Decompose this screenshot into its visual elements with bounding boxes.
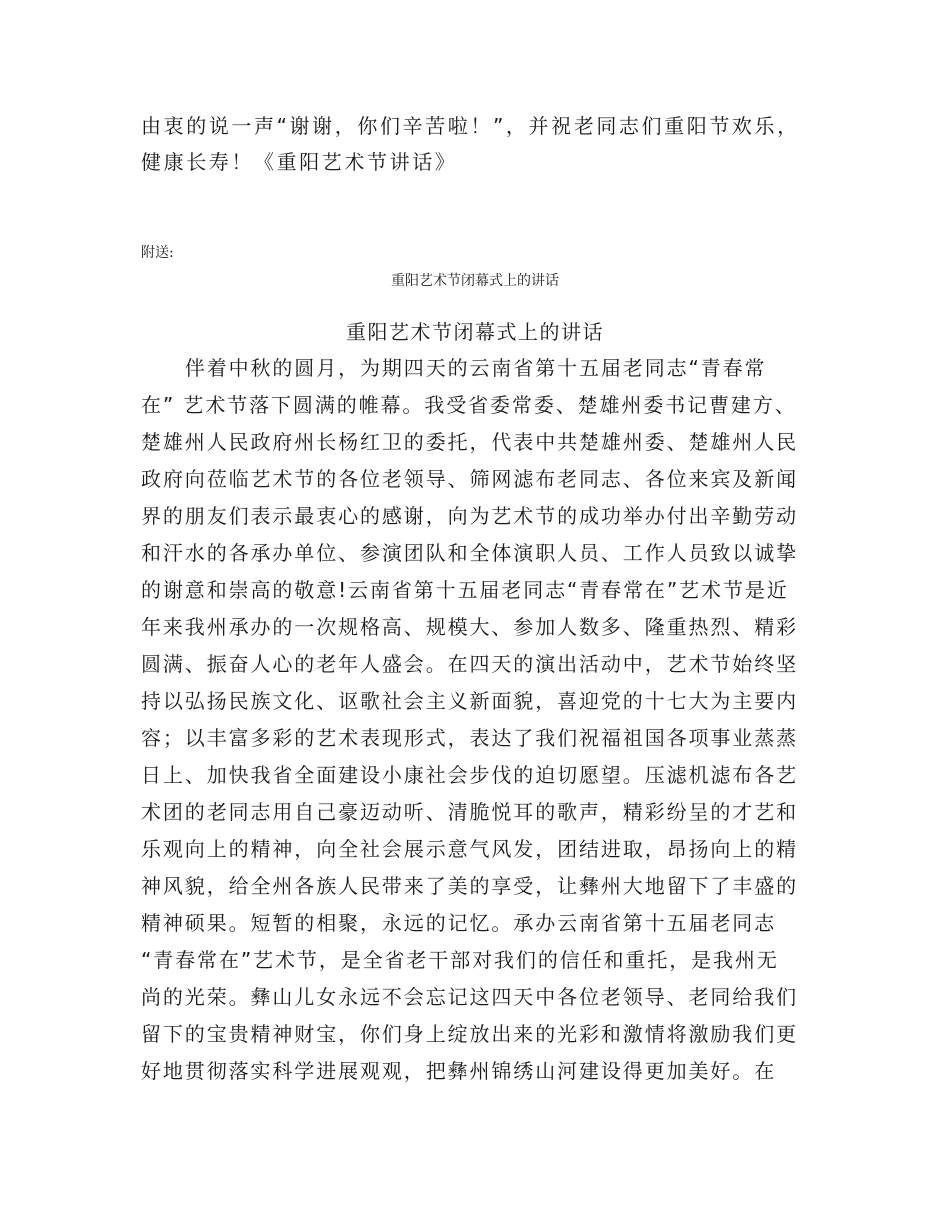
speech-line: 术团的老同志用自己豪迈动听、清脆悦耳的歌声，精彩纷呈的才艺和 bbox=[141, 800, 798, 824]
speech-line: 好地贯彻落实科学进展观观，把彝州锦绣山河建设得更加美好。在 bbox=[141, 1059, 777, 1083]
speech-line: 乐观向上的精神，向全社会展示意气风发，团结进取，昂扬向上的精 bbox=[141, 837, 798, 861]
speech-line: 尚的光荣。彝山儿女永远不会忘记这四天中各位老领导、老同给我们 bbox=[141, 985, 798, 1009]
speech-line: 持以弘扬民族文化、讴歌社会主义新面貌，喜迎党的十七大为主要内 bbox=[141, 689, 798, 713]
intro-line: 由衷的说一声“谢谢，你们辛苦啦！”，并祝老同志们重阳节欢乐， bbox=[141, 114, 800, 138]
speech-line: 年来我州承办的一次规格高、规模大、参加人数多、隆重热烈、精彩 bbox=[141, 615, 798, 639]
speech-line: 楚雄州人民政府州长杨红卫的委托，代表中共楚雄州委、楚雄州人民 bbox=[141, 430, 798, 454]
speech-line: 精神硕果。短暂的相聚，永远的记忆。承办云南省第十五届老同志 bbox=[141, 911, 777, 935]
speech-title: 重阳艺术节闭幕式上的讲话 bbox=[346, 320, 604, 344]
intro-line: 健康长寿！《重阳艺术节讲话》 bbox=[141, 150, 458, 174]
speech-line: 神风貌，给全州各族人民带来了美的享受，让彝州大地留下了丰盛的 bbox=[141, 874, 798, 898]
speech-line: 日上、加快我省全面建设小康社会步伐的迫切愿望。压滤机滤布各艺 bbox=[141, 763, 798, 787]
appendix-label: 附送: bbox=[141, 245, 174, 261]
speech-line: 伴着中秋的圆月，为期四天的云南省第十五届老同志“青春常 bbox=[141, 356, 767, 380]
speech-line: 容；以丰富多彩的艺术表现形式，表达了我们祝福祖国各项事业蒸蒸 bbox=[141, 726, 798, 750]
speech-line: 政府向莅临艺术节的各位老领导、筛网滤布老同志、各位来宾及新闻 bbox=[141, 467, 798, 491]
appendix-title: 重阳艺术节闭幕式上的讲话 bbox=[391, 273, 559, 289]
speech-line: “青春常在”艺术节，是全省老干部对我们的信任和重托，是我州无 bbox=[141, 948, 779, 972]
speech-line: 留下的宝贵精神财宝，你们身上绽放出来的光彩和激情将激励我们更 bbox=[141, 1022, 798, 1046]
speech-line: 和汗水的各承办单位、参演团队和全体演职人员、工作人员致以诚挚 bbox=[141, 541, 798, 565]
speech-line: 界的朋友们表示最衷心的感谢，向为艺术节的成功举办付出辛勤劳动 bbox=[141, 504, 798, 528]
speech-line: 的谢意和崇高的敬意!云南省第十五届老同志“青春常在”艺术节是近 bbox=[141, 578, 789, 602]
speech-line: 在” 艺术节落下圆满的帷幕。我受省委常委、楚雄州委书记曹建方、 bbox=[141, 393, 797, 417]
speech-line: 圆满、振奋人心的老年人盛会。在四天的演出活动中，艺术节始终坚 bbox=[141, 652, 798, 676]
